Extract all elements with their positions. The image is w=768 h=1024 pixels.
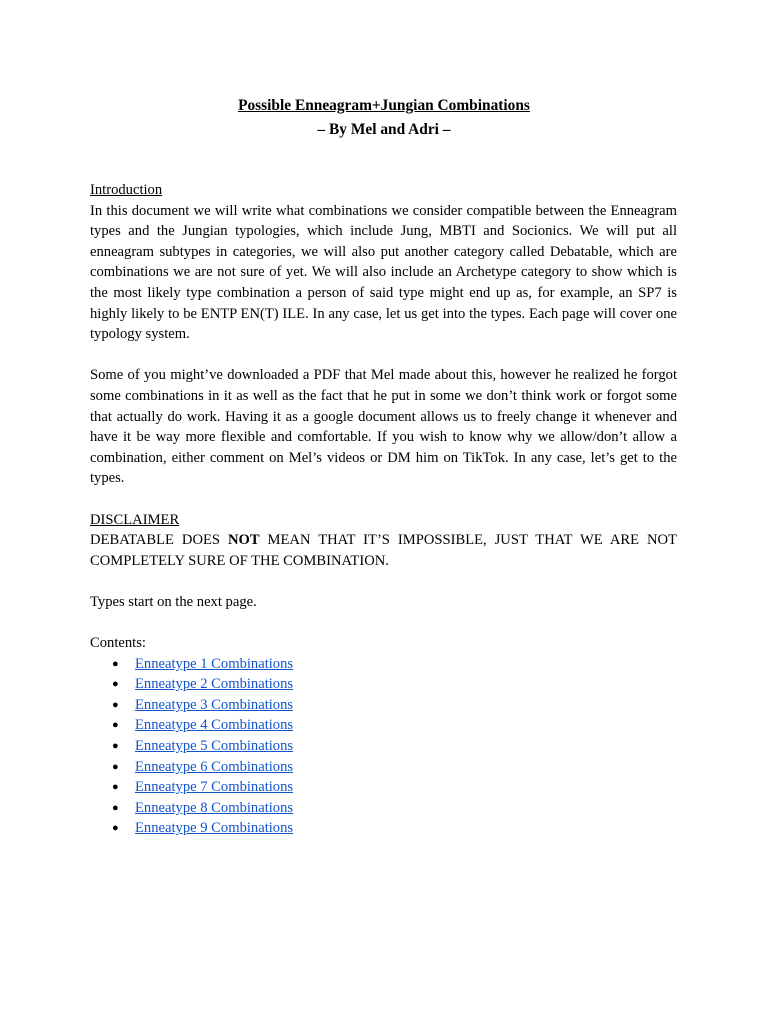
- disclaimer-text: [90, 530, 677, 571]
- types-start-note: Types start on the next page.: [90, 593, 257, 610]
- introduction-heading: Introduction: [90, 182, 163, 198]
- spacer: [90, 345, 677, 366]
- contents-list: [90, 654, 677, 839]
- contents-link-enneatype-8[interactable]: Enneatype 8 Combinations: [135, 799, 294, 816]
- spacer: [90, 612, 677, 633]
- contents-item: [90, 818, 677, 839]
- document-body: [90, 180, 677, 839]
- contents-link-enneatype-7[interactable]: Enneatype 7 Combinations: [135, 779, 294, 796]
- introduction-paragraph-2: Some of you might’ve downloaded a PDF that Mel made about this, however he realized he forgot some combinations in it as well as the fact that he put in some we don’t think work or forgot some that actually do work. Having it as a google document allows us to freely change it whenever and have it be way more flexible and comfortable. If you wish to know why we allow/don’t allow a combination, either comment on Mel’s videos or DM him on TikTok. In any case, let’s get to the types.: [90, 367, 677, 487]
- bullet-icon: ●: [112, 678, 119, 691]
- bullet-icon: ●: [112, 801, 119, 814]
- contents-link-enneatype-4[interactable]: Enneatype 4 Combinations: [135, 717, 294, 734]
- bullet-icon: ●: [112, 740, 119, 753]
- spacer: [90, 571, 677, 592]
- contents-link-enneatype-5[interactable]: Enneatype 5 Combinations: [135, 738, 294, 755]
- contents-link-enneatype-9[interactable]: Enneatype 9 Combinations: [135, 820, 294, 837]
- introduction-paragraph-1: In this document we will write what combinations we consider compatible between the Enneagram types and the Jungian typologies, which include Jung, MBTI and Socionics. We will put all enneagram subtypes in categories, we will also put another category called Debatable, which are combinations we are not sure of yet. We will also include an Archetype category to show which is the most likely type combination a person of said type might end up as, for example, an SP7 is highly likely to be ENTP EN(T) ILE. In any case, let us get into the types. Each page will cover one typology system.: [90, 202, 677, 343]
- contents-item: [90, 715, 677, 736]
- contents-link-enneatype-6[interactable]: Enneatype 6 Combinations: [135, 758, 294, 775]
- contents-item: [90, 757, 677, 778]
- contents-item: [90, 777, 677, 798]
- spacer: [90, 489, 677, 510]
- contents-item: [90, 736, 677, 757]
- contents-item: [90, 798, 677, 819]
- disclaimer-text-after: MEAN THAT IT’S IMPOSSIBLE, JUST THAT WE ARE NOT COMPLETELY SURE OF THE COMBINATION.: [90, 532, 677, 569]
- bullet-icon: ●: [112, 781, 119, 794]
- contents-label: Contents:: [90, 635, 146, 652]
- contents-item: [90, 674, 677, 695]
- contents-item: [90, 695, 677, 716]
- disclaimer-heading: DISCLAIMER: [90, 511, 180, 528]
- disclaimer-text-before: DEBATABLE DOES: [90, 532, 228, 549]
- bullet-icon: ●: [112, 698, 119, 711]
- disclaimer-text-bold: NOT: [227, 532, 260, 549]
- contents-link-enneatype-1[interactable]: Enneatype 1 Combinations: [135, 655, 294, 672]
- contents-item: [90, 654, 677, 675]
- document-subtitle: – By Mel and Adri –: [317, 121, 451, 138]
- bullet-icon: ●: [112, 657, 119, 670]
- contents-link-enneatype-3[interactable]: Enneatype 3 Combinations: [135, 696, 294, 713]
- bullet-icon: ●: [112, 822, 119, 835]
- contents-link-enneatype-2[interactable]: Enneatype 2 Combinations: [135, 676, 294, 693]
- bullet-icon: ●: [112, 760, 119, 773]
- document-title: Possible Enneagram+Jungian Combinations: [238, 97, 530, 114]
- bullet-icon: ●: [112, 719, 119, 732]
- title-block: [0, 94, 768, 142]
